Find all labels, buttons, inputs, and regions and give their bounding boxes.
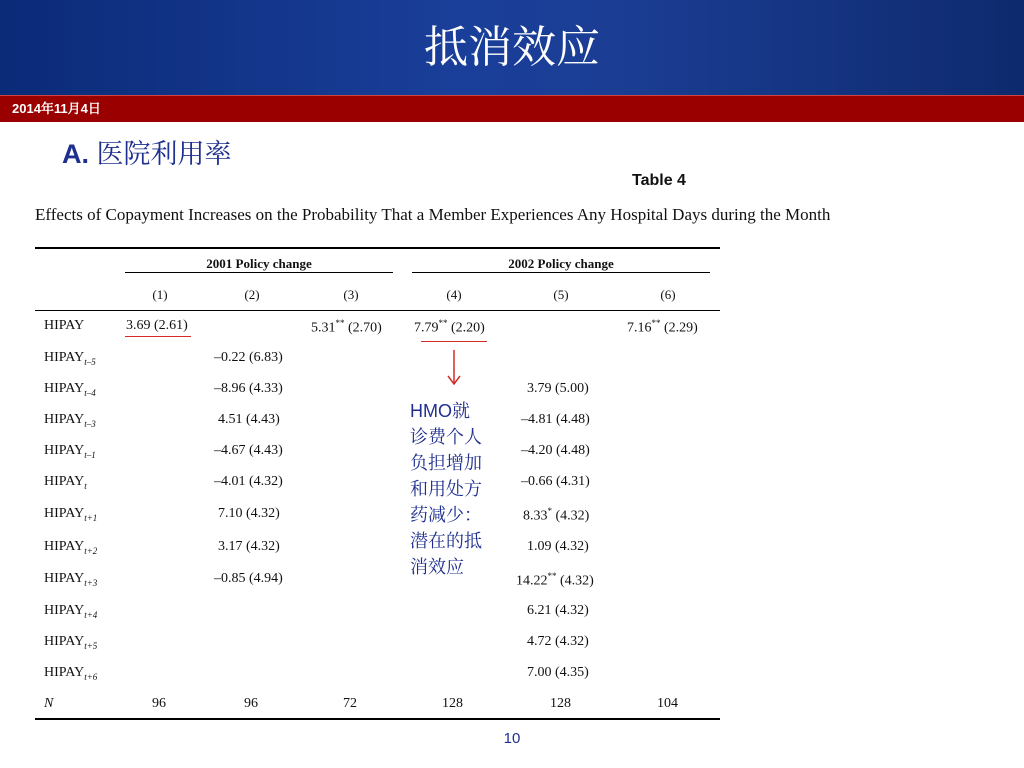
row-subscript: t+6 xyxy=(84,671,98,682)
row-label xyxy=(44,603,97,620)
table-label: Table 4 xyxy=(632,172,686,189)
row-var: HIPAY xyxy=(44,634,85,649)
cell-col-5 xyxy=(523,506,589,525)
row-subscript: t+4 xyxy=(84,609,98,620)
group-header-2002: 2002 Policy change xyxy=(508,256,614,271)
column-header-5: (5) xyxy=(553,287,569,302)
table-row xyxy=(0,350,1024,380)
cell-se: (4.32) xyxy=(556,573,594,589)
table-row xyxy=(0,474,1024,504)
cell-coef: 7.16 xyxy=(627,320,652,336)
cell-se: (2.70) xyxy=(344,320,382,336)
significance-stars: * xyxy=(547,506,552,516)
date-bar xyxy=(0,95,1024,122)
cell-col-5: –4.20 (4.48) xyxy=(521,443,590,458)
cell-coef: 14.22 xyxy=(516,573,548,589)
row-subscript: t xyxy=(84,480,87,491)
column-header-1: (1) xyxy=(152,287,168,302)
table-row xyxy=(0,603,1024,633)
highlight-underline xyxy=(125,336,191,337)
cell-col-6 xyxy=(627,318,698,337)
cell-col-5 xyxy=(516,571,594,590)
cell-col-2: 3.17 (4.32) xyxy=(218,539,280,554)
section-heading xyxy=(62,136,232,172)
annotation-line: 潜在的抵 xyxy=(410,531,482,551)
annotation-note xyxy=(410,398,502,580)
row-var: HIPAY xyxy=(44,603,85,618)
cell-se: (2.20) xyxy=(447,320,485,336)
annotation-line: 和用处方 xyxy=(410,479,482,499)
row-subscript: t–1 xyxy=(84,449,96,460)
annotation-line: 药减少： xyxy=(410,505,482,525)
cell-col-3 xyxy=(311,318,382,337)
title-banner xyxy=(0,0,1024,95)
section-letter: A. xyxy=(62,139,89,169)
table-row xyxy=(0,381,1024,411)
row-subscript: t+3 xyxy=(84,577,98,588)
row-label xyxy=(44,443,96,460)
column-header-4: (4) xyxy=(446,287,462,302)
cell-col-5: –0.66 (4.31) xyxy=(521,474,590,489)
significance-stars: ** xyxy=(438,318,448,328)
table-row xyxy=(0,571,1024,601)
column-header-2: (2) xyxy=(244,287,260,302)
cell-col-2: 7.10 (4.32) xyxy=(218,506,280,521)
cell-col-5: 1.09 (4.32) xyxy=(527,539,589,554)
row-label xyxy=(44,506,97,523)
row-var: HIPAY xyxy=(44,318,85,333)
cell-col-5: –4.81 (4.48) xyxy=(521,412,590,427)
table-caption: Effects of Copayment Increases on the Probability That a Member Experiences Any Hospital Days during the Month xyxy=(35,205,831,224)
slide-title: 抵消效应 xyxy=(424,22,600,73)
annotation-line: 消效应 xyxy=(410,557,464,577)
row-label xyxy=(44,350,96,367)
group-header-2001: 2001 Policy change xyxy=(206,256,312,271)
significance-stars: ** xyxy=(335,318,345,328)
cell-col-2: –4.67 (4.43) xyxy=(214,443,283,458)
cell-col-5: 7.00 (4.35) xyxy=(527,665,589,680)
table-row xyxy=(0,506,1024,536)
row-label xyxy=(44,381,96,398)
row-var: HIPAY xyxy=(44,474,85,489)
header-bottom-rule xyxy=(35,310,720,311)
significance-stars: ** xyxy=(651,318,661,328)
row-var: HIPAY xyxy=(44,506,85,521)
column-header-6: (6) xyxy=(660,287,676,302)
row-var: HIPAY xyxy=(44,350,85,365)
row-label xyxy=(44,318,84,334)
table-row-n xyxy=(0,696,1024,726)
row-subscript: t+1 xyxy=(84,512,98,523)
cell-col-2: –8.96 (4.33) xyxy=(214,381,283,396)
row-label xyxy=(44,665,97,682)
cell-col-2: –0.85 (4.94) xyxy=(214,571,283,586)
table-row xyxy=(0,634,1024,664)
cell-coef: 5.31 xyxy=(311,320,336,336)
row-label xyxy=(44,474,87,491)
row-label xyxy=(44,634,97,651)
cell-col-2: –0.22 (6.83) xyxy=(214,350,283,365)
row-var: HIPAY xyxy=(44,443,85,458)
slide-date: 2014年11月4日 xyxy=(12,101,101,116)
cell-coef: 8.33 xyxy=(523,508,548,524)
cell-se: (4.32) xyxy=(552,508,590,524)
highlight-underline xyxy=(421,341,487,342)
cell-coef: 7.79 xyxy=(414,320,439,336)
row-label xyxy=(44,412,96,429)
cell-col-4 xyxy=(414,318,485,337)
column-header-3: (3) xyxy=(343,287,359,302)
group-rule-2002 xyxy=(412,272,710,273)
cell-se: (2.29) xyxy=(660,320,698,336)
down-arrow-icon xyxy=(447,350,461,385)
row-var: HIPAY xyxy=(44,571,85,586)
page-number: 10 xyxy=(503,730,521,747)
row-var: HIPAY xyxy=(44,539,85,554)
table-row xyxy=(0,443,1024,473)
cell-col-5: 3.79 (5.00) xyxy=(527,381,589,396)
cell-col-5: 6.21 (4.32) xyxy=(527,603,589,618)
annotation-line: 诊费个人 xyxy=(410,427,482,447)
table-row xyxy=(0,665,1024,695)
table-row xyxy=(0,412,1024,442)
cell-col-1: 3.69 (2.61) xyxy=(126,318,188,333)
table-row xyxy=(0,539,1024,569)
row-var: HIPAY xyxy=(44,665,85,680)
row-var: HIPAY xyxy=(44,412,85,427)
row-subscript: t+2 xyxy=(84,545,98,556)
cell-col-5: 4.72 (4.32) xyxy=(527,634,589,649)
row-var: HIPAY xyxy=(44,381,85,396)
annotation-line: HMO就 xyxy=(410,401,470,421)
row-subscript: t–4 xyxy=(84,387,96,398)
n-col-2: 96 xyxy=(244,696,258,711)
n-col-1: 96 xyxy=(152,696,166,711)
group-rule-2001 xyxy=(125,272,393,273)
table-row xyxy=(0,318,1024,348)
section-title: 医院利用率 xyxy=(96,139,232,169)
cell-col-2: –4.01 (4.32) xyxy=(214,474,283,489)
row-label xyxy=(44,571,97,588)
n-col-3: 72 xyxy=(343,696,357,711)
annotation-line: 负担增加 xyxy=(410,453,482,473)
n-col-6: 104 xyxy=(657,696,678,711)
row-subscript: t+5 xyxy=(84,640,98,651)
n-label: N xyxy=(44,696,54,711)
cell-col-2: 4.51 (4.43) xyxy=(218,412,280,427)
row-subscript: t–5 xyxy=(84,356,96,367)
row-subscript: t–3 xyxy=(84,418,96,429)
significance-stars: ** xyxy=(547,571,557,581)
table-top-rule xyxy=(35,247,720,249)
n-col-5: 128 xyxy=(550,696,571,711)
n-col-4: 128 xyxy=(442,696,463,711)
row-label xyxy=(44,539,97,556)
